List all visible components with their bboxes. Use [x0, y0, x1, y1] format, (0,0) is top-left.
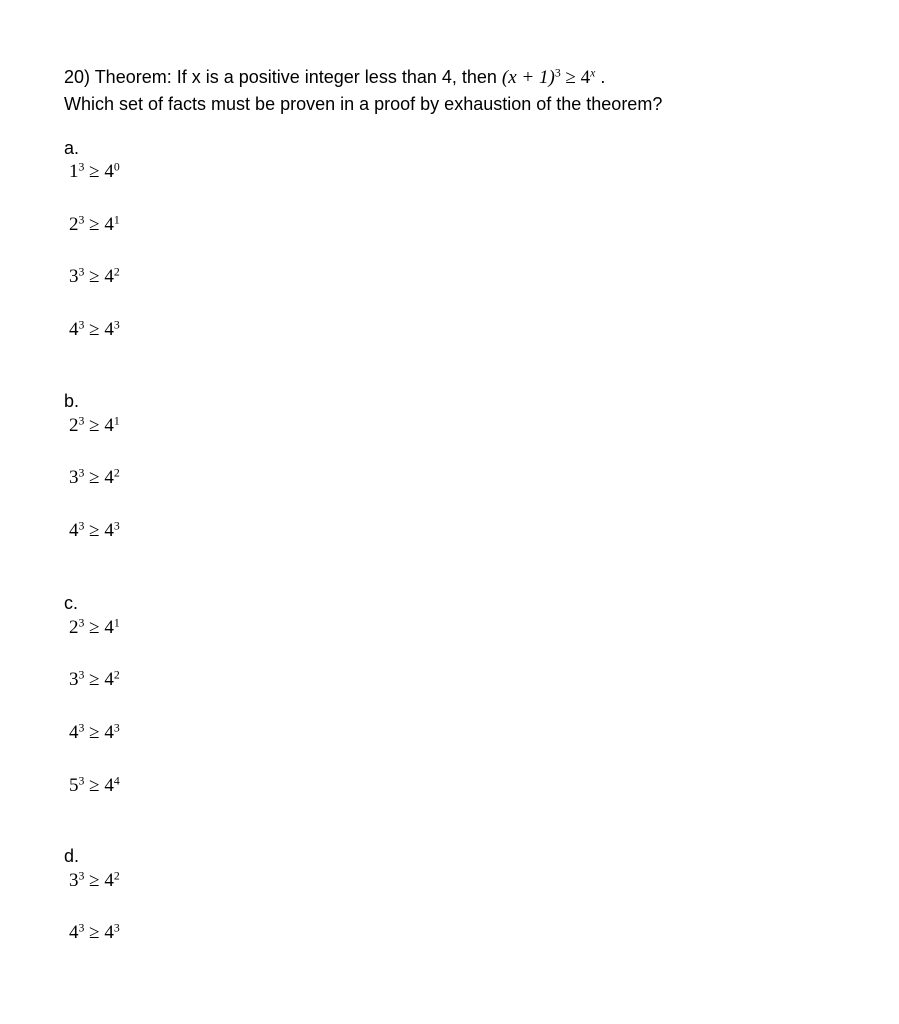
- theorem-formula: [502, 67, 595, 88]
- fact-item: $2^3 \ge 4^1$: [69, 414, 120, 436]
- fact-item: $2^3 \ge 4^1$: [69, 213, 120, 235]
- fact-item: $3^3 \ge 4^2$: [69, 668, 120, 690]
- fact-item: $3^3 \ge 4^2$: [69, 869, 120, 891]
- fact-item: $1^3 \ge 4^0$: [69, 160, 120, 182]
- option-label: a.: [64, 138, 80, 158]
- fact-item: $3^3 \ge 4^2$: [69, 466, 120, 488]
- formula-exponent: 3: [554, 66, 561, 80]
- option-label: d.: [64, 846, 80, 866]
- formula-base: (x + 1): [501, 67, 555, 88]
- fact-item: $5^3 \ge 4^4$: [69, 774, 120, 796]
- option-b: [64, 390, 464, 541]
- option-label: b.: [64, 391, 80, 411]
- option-a: [64, 137, 464, 340]
- fact-item: $4^3 \ge 4^3$: [69, 921, 120, 943]
- fact-item: $4^3 \ge 4^3$: [69, 721, 120, 743]
- question-text: 20) Theorem: If x is a positive integer less than 4, then: [64, 67, 497, 87]
- formula-rhs-exponent: x: [590, 66, 596, 80]
- formula-relation: ≥: [565, 67, 576, 88]
- fact-item: $3^3 \ge 4^2$: [69, 265, 120, 287]
- fact-item: $4^3 \ge 4^3$: [69, 318, 120, 340]
- question-period: .: [600, 67, 606, 87]
- question-block: [64, 64, 864, 117]
- fact-item: $2^3 \ge 4^1$: [69, 616, 120, 638]
- question-line-1: [64, 64, 864, 91]
- option-c: [64, 592, 464, 796]
- formula-rhs-base: 4: [580, 67, 591, 88]
- question-line-2: Which set of facts must be proven in a proof by exhaustion of the theorem?: [64, 94, 663, 114]
- option-label: c.: [64, 593, 79, 613]
- fact-item: $4^3 \ge 4^3$: [69, 519, 120, 541]
- option-d: [64, 845, 464, 943]
